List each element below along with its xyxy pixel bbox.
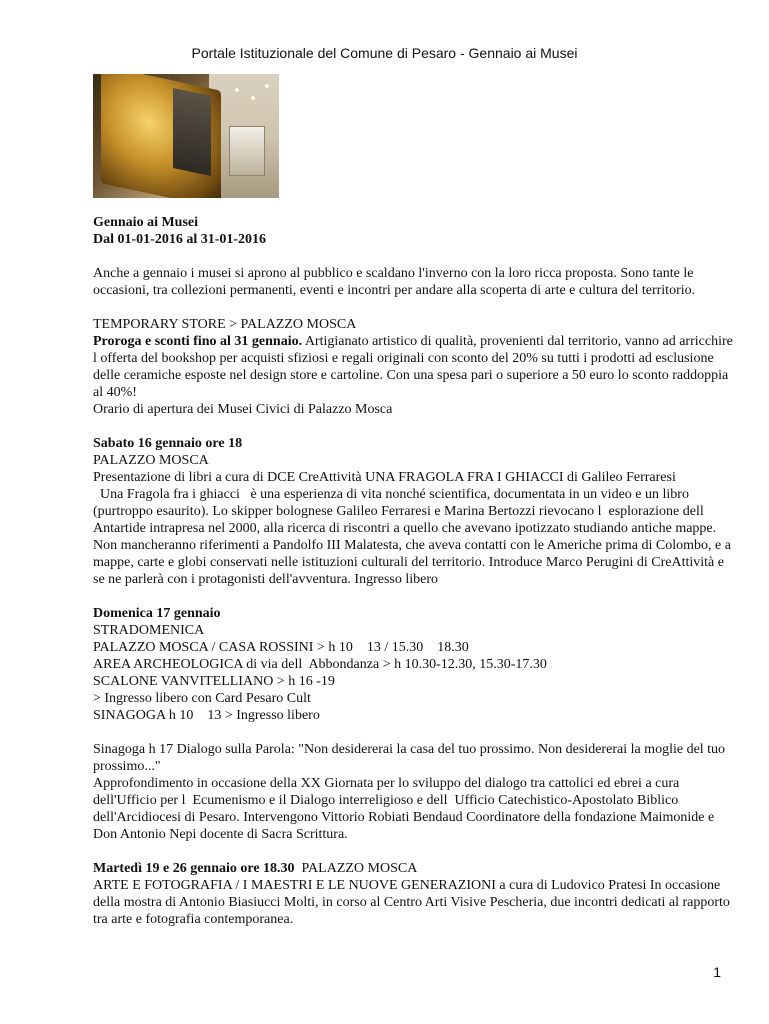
temporary-store-text: Artigianato artistico di qualità, provenienti dal territorio, vanno ad arricchire l offerta del bookshop per acquisti sfiziosi e regali originali con sconto del 20% su tutti i prodotti ad esclusione delle ceramiche esposte nel design store e cartoline. Con una spesa pari o superiore a 50 euro lo sconto raddoppia al 40%! <box>93 334 733 400</box>
tue19-heading: Martedì 19 e 26 gennaio ore 18.30 <box>93 861 295 876</box>
temporary-store-hours: Orario di apertura dei Musei Civici di Palazzo Mosca <box>93 402 393 417</box>
temporary-store-paragraph <box>93 333 733 401</box>
tue19-text: ARTE E FOTOGRAFIA / I MAESTRI E LE NUOVE GENERAZIONI a cura di Ludovico Pratesi In occasione della mostra di Antonio Biasiucci Molti, in corso al Centro Arti Visive Pescheria, due incontri dedicati al rapporto tra arte e fotografia contemporanea. <box>93 878 730 927</box>
display-case <box>229 126 265 176</box>
intro-paragraph: Anche a gennaio i musei si aprono al pubblico e scaldano l'inverno con la loro ricca proposta. Sono tante le occasioni, tra collezioni permanenti, eventi e incontri per andare alla scoperta di arte e cultura del territorio. <box>93 266 696 298</box>
document-body <box>93 214 733 928</box>
temporary-store-bold: Proroga e sconti fino al 31 gennaio. <box>93 334 303 349</box>
sun17-line: AREA ARCHEOLOGICA di via dell Abbondanza > h 10.30-12.30, 15.30-17.30 <box>93 657 547 672</box>
sat16-description: Una Fragola fra i ghiacci è una esperienza di vita nonché scientifica, documentata in un video e un libro (purtroppo esaurito). Lo skipper bolognese Galileo Ferraresi e Marina Bertozzi rievocano l esplorazione dell Antartide intrapresa nel 2000, alla ricerca di riscontri a quello che avevano ipotizzato studiando antiche mappe. Non mancheranno riferimenti a Pandolfo III Malatesta, che aveva contatti con le Americhe prima di Colombo, e a mappe, carte e globi conservati nelle istituzioni culturali del territorio. Introduce Marco Perugini di CreAttività e se ne parlerà con i protagonisti dell'avventura. Ingresso libero <box>93 487 735 587</box>
event-dates: Dal 01-01-2016 al 31-01-2016 <box>93 232 267 247</box>
sinagoga-paragraph: Sinagoga h 17 Dialogo sulla Parola: "Non desidererai la casa del tuo prossimo. Non desidererai la moglie del tuo prossimo..." <box>93 742 726 774</box>
tue19-place: PALAZZO MOSCA <box>294 861 418 876</box>
sun17-line: SINAGOGA h 10 13 > Ingresso libero <box>93 708 320 723</box>
tue19-heading-line <box>93 860 733 877</box>
ceiling-light <box>235 88 239 92</box>
temporary-store-heading: TEMPORARY STORE > PALAZZO MOSCA <box>93 317 357 332</box>
sat16-place: PALAZZO MOSCA <box>93 453 209 468</box>
sun17-line: PALAZZO MOSCA / CASA ROSSINI > h 10 13 / 15.30 18.30 <box>93 640 469 655</box>
sat16-heading: Sabato 16 gennaio ore 18 <box>93 436 243 451</box>
ceiling-light <box>265 84 269 88</box>
sat16-text: Presentazione di libri a cura di DCE CreAttività UNA FRAGOLA FRA I GHIACCI di Galileo Ferraresi <box>93 470 676 485</box>
approfondimento-paragraph: Approfondimento in occasione della XX Giornata per lo sviluppo del dialogo tra cattolici ed ebrei a cura dell'Ufficio per l Ecumenismo e il Dialogo interreligioso e dell Ufficio Catechistico-Apostolato Biblico dell'Arcidiocesi di Pesaro. Intervengono Vittorio Robiati Bendaud Coordinatore della fondazione Maimonide e Don Antonio Nepi docente di Sacra Scrittura. <box>93 776 718 842</box>
sun17-line: STRADOMENICA <box>93 623 205 638</box>
ceiling-light <box>251 96 255 100</box>
museum-photo <box>93 74 279 198</box>
painting-canvas <box>173 88 211 176</box>
sun17-heading: Domenica 17 gennaio <box>93 606 221 621</box>
page-header: Portale Istituzionale del Comune di Pesaro - Gennaio ai Musei <box>191 45 578 61</box>
event-title: Gennaio ai Musei <box>93 215 199 230</box>
sun17-line: > Ingresso libero con Card Pesaro Cult <box>93 691 311 706</box>
sun17-line: SCALONE VANVITELLIANO > h 16 -19 <box>93 674 335 689</box>
page-number: 1 <box>713 964 721 980</box>
